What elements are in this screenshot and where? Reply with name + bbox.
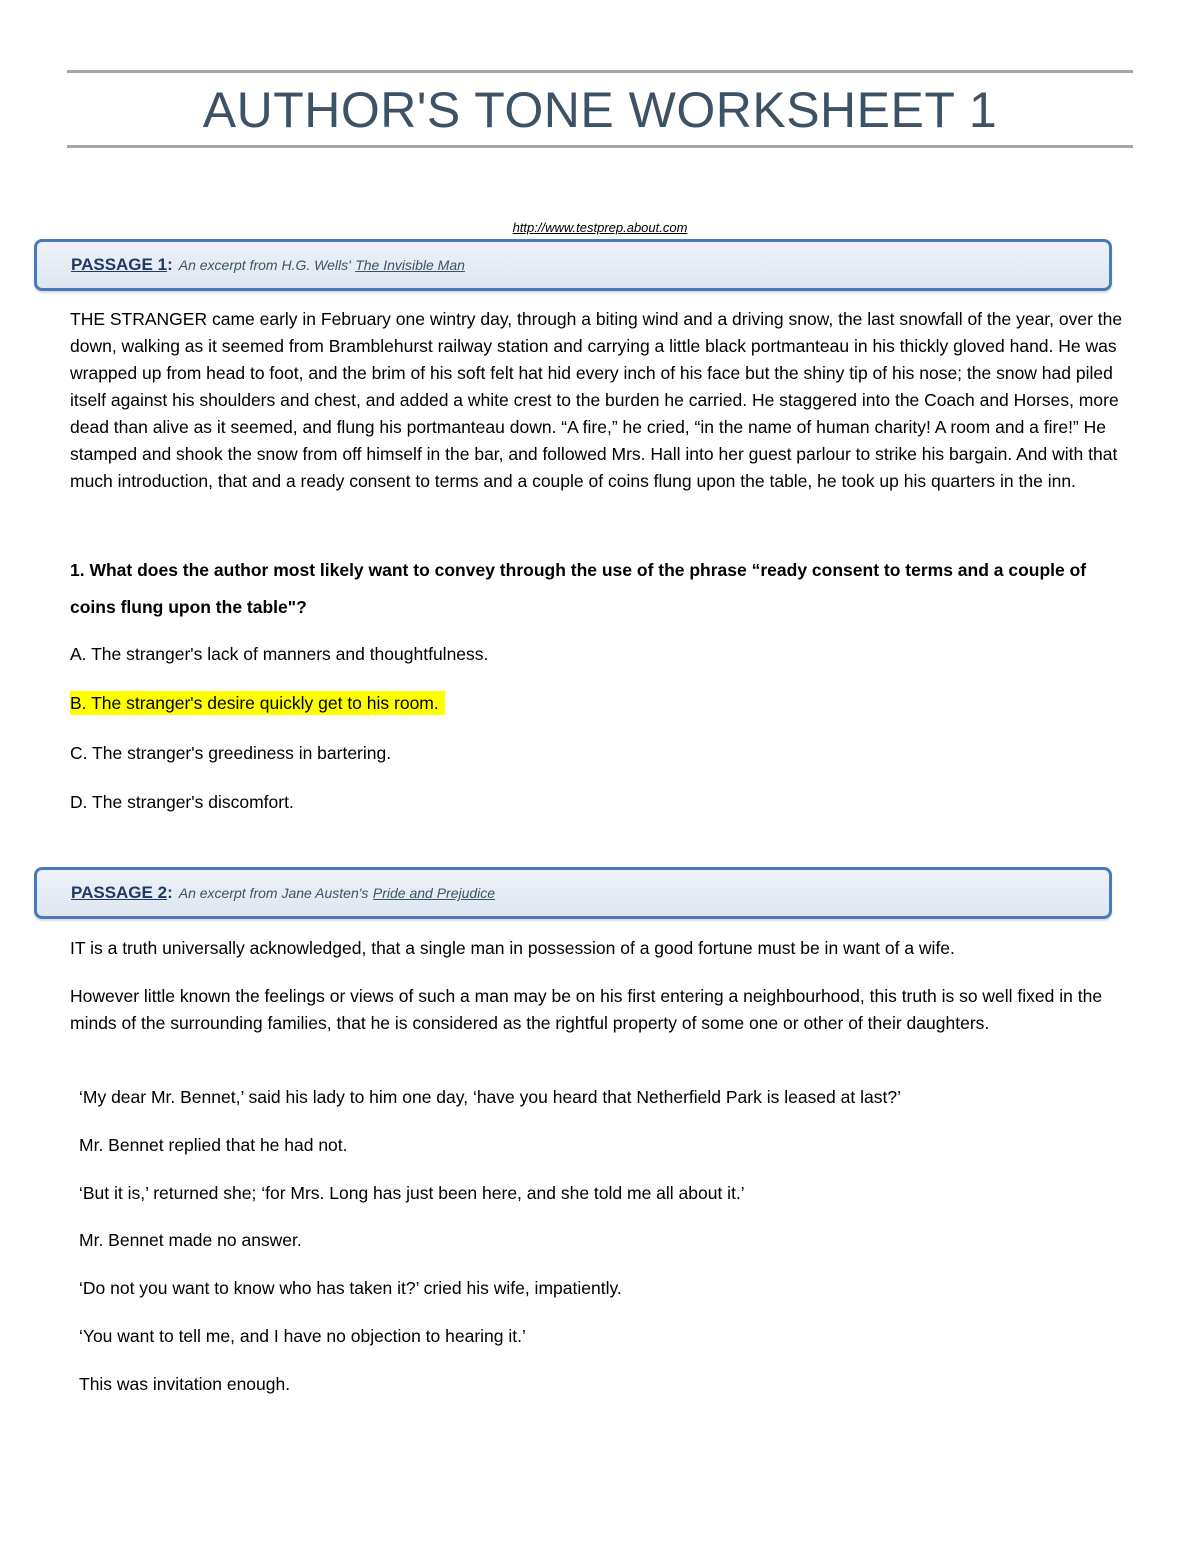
dialogue-line: Mr. Bennet replied that he had not. xyxy=(79,1135,348,1155)
passage-2-header xyxy=(34,867,1112,919)
passage-2-colon: : xyxy=(167,883,173,902)
passage-1-text: THE STRANGER came early in February one wintry day, through a biting wind and a driving snow, the last snowfall of the year, over the down, walking as it seemed from Bramblehurst railway station and carrying a little black portmanteau in his thickly gloved hand. He was wrapped up from head to foot, and the brim of his soft felt hat hid every inch of his face but the shiny tip of his nose; the snow had piled itself against his shoulders and chest, and added a white crest to the burden he carried. He staggered into the Coach and Horses, more dead than alive as it seemed, and flung his portmanteau down. “A fire,” he cried, “in the name of human charity! A room and a fire!” He stamped and shook the snow from off himself in the bar, and followed Mrs. Hall into her guest parlour to strike his bargain. And with that much introduction, that and a ready consent to terms and a couple of coins flung upon the table, he took up his quarters in the inn. xyxy=(70,309,1123,491)
dialogue-line: This was invitation enough. xyxy=(79,1374,291,1394)
source-link[interactable]: http://www.testprep.about.com xyxy=(512,220,688,235)
dialogue-line: ‘But it is,’ returned she; ‘for Mrs. Long has just been here, and she told me all about it.’ xyxy=(79,1183,745,1203)
header-bottom-rule xyxy=(67,145,1133,148)
page-title: AUTHOR'S TONE WORKSHEET 1 xyxy=(202,82,998,138)
passage-1-description: An excerpt from H.G. Wells' xyxy=(178,257,351,273)
passage-2-description: An excerpt from Jane Austen's xyxy=(178,885,369,901)
passage-1-work-title: The Invisible Man xyxy=(355,257,465,273)
passage-2-work-title: Pride and Prejudice xyxy=(372,885,496,901)
answer-option-d: D. The stranger's discomfort. xyxy=(70,792,294,812)
dialogue-line: ‘Do not you want to know who has taken it?’ cried his wife, impatiently. xyxy=(79,1278,622,1298)
passage-2-paragraph-2: However little known the feelings or views of such a man may be on his first entering a neighbourhood, this truth is so well fixed in the minds of the surrounding families, that he is considered as the rightful property of some one or other of their daughters. xyxy=(70,986,1103,1033)
passage-2-paragraph-1: IT is a truth universally acknowledged, that a single man in possession of a good fortune must be in want of a wife. xyxy=(70,938,955,958)
dialogue-line: ‘You want to tell me, and I have no objection to hearing it.’ xyxy=(79,1326,526,1346)
passage-1-header xyxy=(34,239,1112,291)
answer-option-a: A. The stranger's lack of manners and thoughtfulness. xyxy=(70,644,489,664)
answer-option-b-highlighted: B. The stranger's desire quickly get to his room. xyxy=(70,691,445,715)
dialogue-line: ‘My dear Mr. Bennet,’ said his lady to him one day, ‘have you heard that Netherfield Park is leased at last?’ xyxy=(79,1087,901,1107)
dialogue-line: Mr. Bennet made no answer. xyxy=(79,1230,302,1250)
question-1: 1. What does the author most likely want to convey through the use of the phrase “ready consent to terms and a couple of coins flung upon the table"? xyxy=(70,560,1087,617)
header-top-rule xyxy=(67,70,1133,73)
answer-option-c: C. The stranger's greediness in bartering. xyxy=(70,743,392,763)
passage-2-label: PASSAGE 2 xyxy=(71,883,168,902)
passage-1-label: PASSAGE 1 xyxy=(71,255,168,274)
passage-1-colon: : xyxy=(167,255,173,274)
